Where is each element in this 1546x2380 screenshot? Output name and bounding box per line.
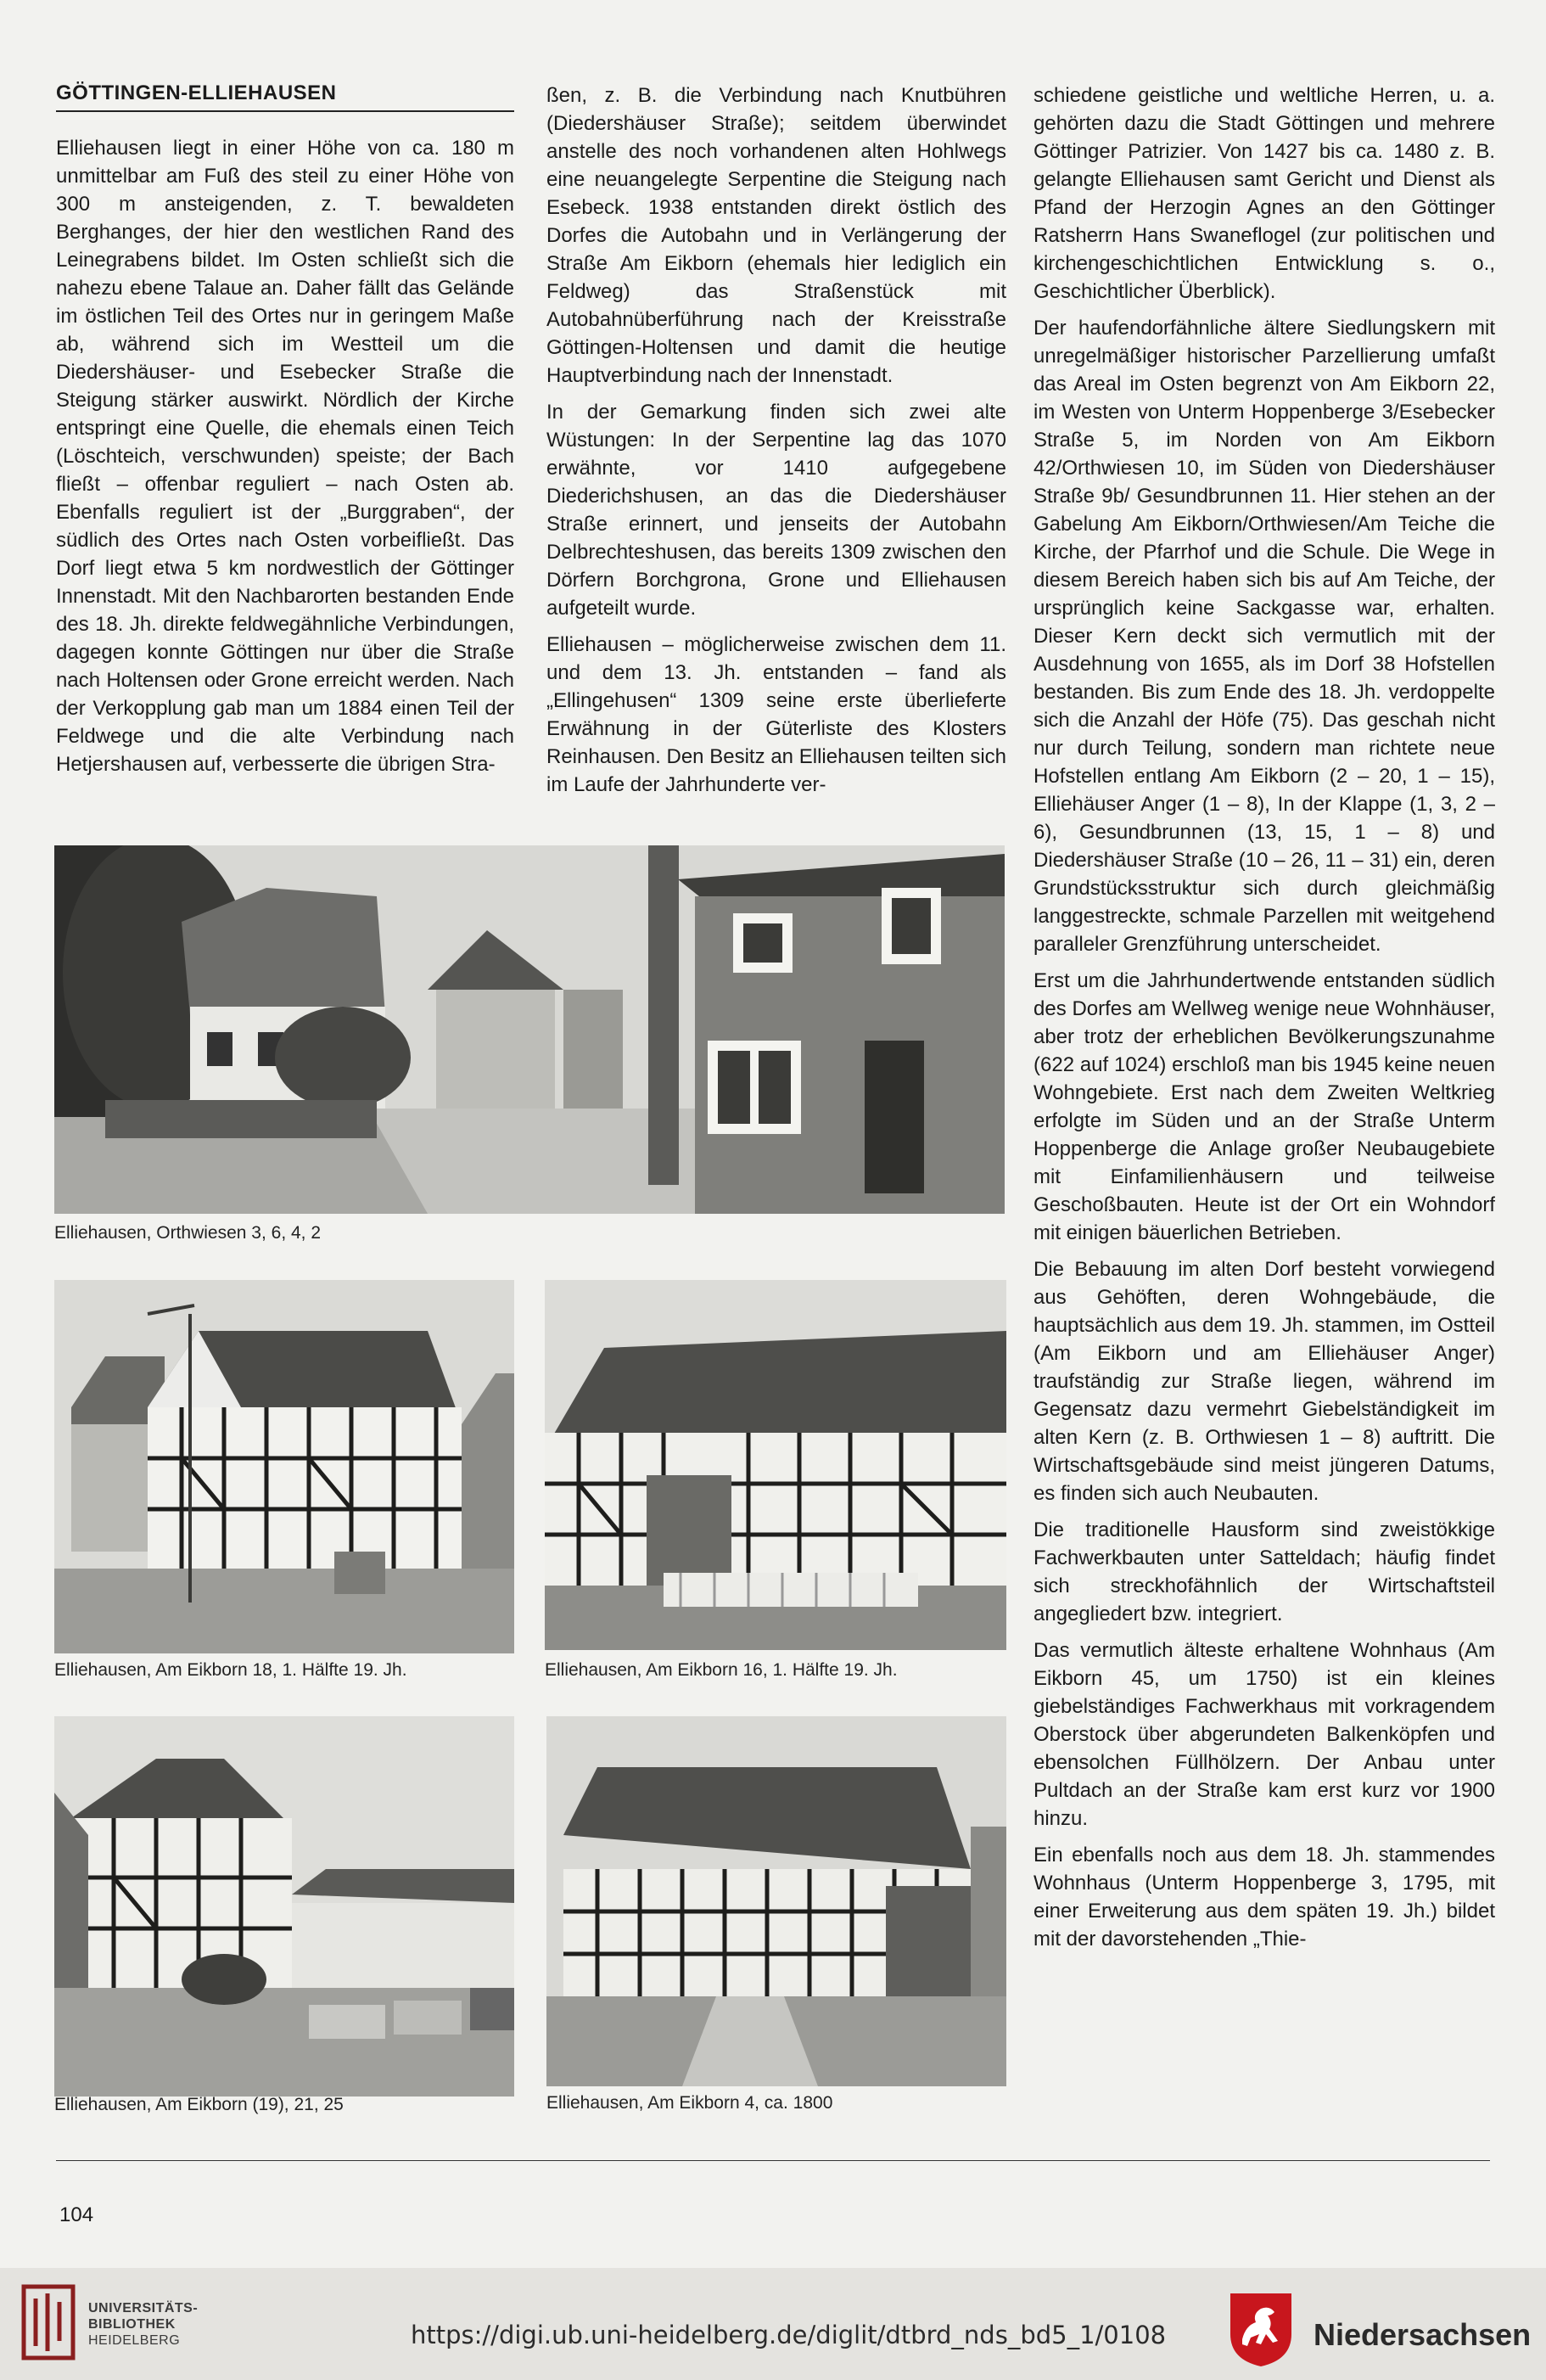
library-name: UNIVERSITÄTS- BIBLIOTHEK HEIDELBERG: [88, 2301, 199, 2348]
state-name: Niedersachsen: [1314, 2317, 1532, 2352]
paragraph: Der haufendorfähnliche ältere Siedlungskern mit unregelmäßiger historischer Parzellierung umfaßt das Areal im Osten begrenzt von Am Eikborn 22, im Westen von Unterm Hoppenberge 3/Esebecker Straße 5, im Norden von Am Eikborn 42/Orthwiesen 10, im Süden von Diedershäuser Straße 9b/ Gesundbrunnen 11. Hier stehen an der Gabelung Am Eikborn/Orthwiesen/Am Teiche die Kirche, der Pfarrhof und die Schule. Die Wege in diesem Bereich haben sich bis auf Am Teiche, der ursprünglich keine Sackgasse war, erhalten. Dieser Kern deckt sich vermutlich mit der Ausdehnung von 1655, als im Dorf 38 Hofstellen bestanden. Bis zum Ende des 18. Jh. verdoppelte sich die Anzahl der Höfe (75). Das geschah nicht nur durch Teilung, sondern man richtete neue Hofstellen entlang Am Eikborn (2 – 20, 1 – 15), Elliehäuser Anger (1 – 8), In der Klappe (1, 3, 2 – 6), Gesundbrunnen (13, 15, 1 – 8) und Diedershäuser Straße (10 – 26, 11 – 31) ein, deren Grundstücksstruktur sich durch gleichmäßig langgestreckte, schmale Parzellen mit weitgehend paralleler Grenzführung unterscheidet.: [1033, 317, 1495, 956]
photo-caption: Elliehausen, Orthwiesen 3, 6, 4, 2: [54, 1223, 322, 1243]
photo-am-eikborn-16: [545, 1280, 1006, 1650]
paragraph: schiedene geistliche und weltliche Herren, u. a. gehörten dazu die Stadt Göttingen und mehrere Göttinger Patrizier. Von 1427 bis ca. 1480 z. B. gelangte Elliehausen samt Gericht und Dienst als Pfand der Herzogin Agnes an den Göttinger Ratsherrn Hans Swaneflogel (zur politischen und kirchengeschichtlichen Entwicklung s. o., Geschichtlicher Überblick).: [1033, 84, 1495, 303]
photo-caption: Elliehausen, Am Eikborn 16, 1. Hälfte 19. Jh.: [545, 1660, 898, 1680]
paragraph: Ein ebenfalls noch aus dem 18. Jh. stammendes Wohnhaus (Unterm Hoppenberge 3, 1795, mit einer Erweiterung aus dem späten 19. Jh.) bildet mit der davorstehenden „Thie-: [1033, 1844, 1495, 1951]
paragraph: ßen, z. B. die Verbindung nach Knutbühren (Diedershäuser Straße); seitdem überwindet anstelle des noch vorhandenen alten Hohlwegs eine neuangelegte Serpentine die Steigung nach Esebeck. 1938 entstanden direkt östlich des Dorfes die Autobahn und in Verlängerung der Straße Am Eikborn (ehemals hier lediglich ein Feldweg) das Straßenstück mit Autobahnüberführung nach der Kreisstraße Göttingen-Holtensen und damit die heutige Hauptverbindung nach der Innenstadt.: [546, 84, 1006, 387]
footer-bar: [0, 2268, 1546, 2380]
text-column-3: [1033, 81, 1495, 2102]
photo-orthwiesen: [54, 845, 1005, 1214]
photo-caption: Elliehausen, Am Eikborn 18, 1. Hälfte 19. Jh.: [54, 1660, 407, 1680]
page-number: 104: [59, 2203, 94, 2226]
ub-heidelberg-logo: [19, 2282, 78, 2363]
text-column-2: [546, 81, 1006, 828]
paragraph: Elliehausen liegt in einer Höhe von ca. 180 m unmittelbar am Fuß des steil zu einer Höhe von 300 m ansteigenden, z. T. bewaldeten Berghanges, der hier den westlichen Rand des Leinegrabens bildet. Im Osten schließt sich die nahezu ebene Talaue an. Daher fällt das Gelände im östlichen Teil des Ortes nur in geringem Maße ab, während sich im Westteil um die Diedershäuser- und Esebecker Straße die Steigung stärker auswirkt. Nördlich der Kirche entspringt eine Quelle, die ehemals einen Teich (Löschteich, verschwunden) speiste; der Bach fließt – offenbar reguliert – nach Osten ab. Ebenfalls reguliert ist der „Burggraben“, der südlich des Ortes nach Osten vorbeifließt. Das Dorf liegt etwa 5 km nordwestlich der Göttinger Innenstadt. Mit den Nachbarorten bestanden Ende des 18. Jh. direkte feldwegähnliche Verbindungen, dagegen konnte Göttingen nur über die Straße nach Holtensen oder Grone erreicht werden. Nach der Verkopplung gab man um 1884 einen Teil der Feldwege und die alte Verbindung nach Hetjershausen auf, verbesserte die übrigen Stra-: [56, 137, 514, 776]
paragraph: Erst um die Jahrhundertwende entstanden südlich des Dorfes am Wellweg wenige neue Wohnhäuser, aber trotz der erheblichen Bevölkerungszunahme (622 auf 1024) erschloß man bis 1945 keine neuen Wohngebiete. Erst nach dem Zweiten Weltkrieg erfolgte im Süden und an der Straße Unterm Hoppenberge die Anlage großer Neubaugebiete mit Einfamilienhäusern und teilweise Geschoßbauten. Heute ist der Ort ein Wohndorf mit einigen bäuerlichen Betrieben.: [1033, 969, 1495, 1244]
bottom-rule: [56, 2160, 1490, 2161]
niedersachsen-horse-icon: [1227, 2290, 1295, 2368]
photo-caption: Elliehausen, Am Eikborn (19), 21, 25: [54, 2095, 344, 2114]
paragraph: In der Gemarkung finden sich zwei alte Wüstungen: In der Serpentine lag das 1070 erwähnte, vor 1410 aufgegebene Diederichshusen, an das die Diedershäuser Straße erinnert, und jenseits der Autobahn Delbrechteshusen, das bereits 1309 zwischen den Dörfern Borchgrona, Grone und Elliehausen aufgeteilt wurde.: [546, 401, 1006, 620]
photo-am-eikborn-4: [546, 1716, 1006, 2086]
article-title: GÖTTINGEN-ELLIEHAUSEN: [56, 81, 514, 112]
photo-caption: Elliehausen, Am Eikborn 4, ca. 1800: [546, 2093, 833, 2113]
paragraph: Die traditionelle Hausform sind zweistökkige Fachwerkbauten unter Satteldach; häufig findet sich streckhofähnlich der Wirtschaftsteil angegliedert bzw. integriert.: [1033, 1518, 1495, 1625]
photo-am-eikborn-19-21-25: [54, 1716, 514, 2097]
paragraph: Die Bebauung im alten Dorf besteht vorwiegend aus Gehöften, deren Wohngebäude, die hauptsächlich aus dem 19. Jh. stammen, im Ostteil (Am Eikborn und am Elliehäuser Anger) traufständig zur Straße liegen, während im Gegensatz dazu vermehrt Giebelständigkeit im alten Kern (z. B. Orthwiesen 1 – 8) auftritt. Die Wirtschaftsgebäude sind meist jüngeren Datums, es finden sich auch Neubauten.: [1033, 1258, 1495, 1505]
photo-am-eikborn-18: [54, 1280, 514, 1653]
paragraph: Elliehausen – möglicherweise zwischen dem 11. und dem 13. Jh. entstanden – fand als „Ellingehusen“ 1309 seine erste überlieferte Erwähnung in der Güterliste des Klosters Reinhausen. Den Besitz an Elliehausen teilten sich im Laufe der Jahrhunderte ver-: [546, 633, 1006, 796]
source-url[interactable]: https://digi.ub.uni-heidelberg.de/diglit/dtbrd_nds_bd5_1/0108: [411, 2321, 1167, 2349]
text-column-1: [56, 134, 514, 826]
paragraph: Das vermutlich älteste erhaltene Wohnhaus (Am Eikborn 45, um 1750) ist ein kleines giebelständiges Fachwerkhaus mit vorkragendem Oberstock über abgerundeten Balkenköpfen und ebensolchen Füllhölzern. Der Anbau unter Pultdach an der Straße kam erst kurz vor 1900 hinzu.: [1033, 1639, 1495, 1830]
